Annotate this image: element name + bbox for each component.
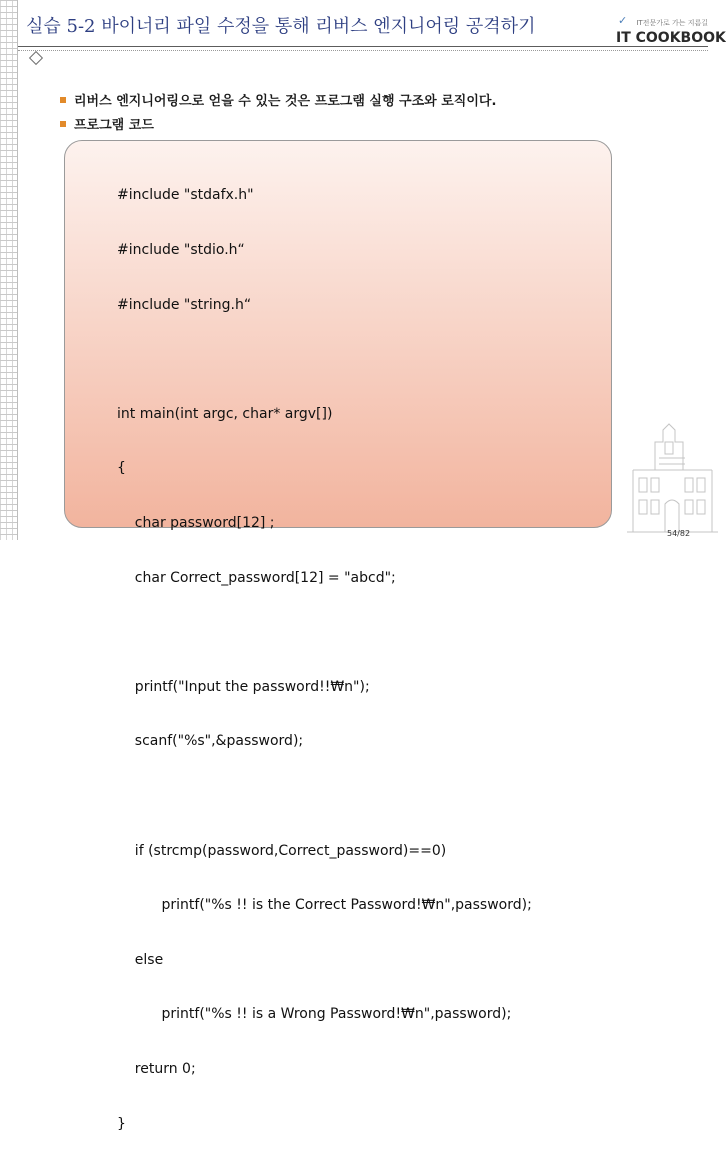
code-line: int main(int argc, char* argv[])	[117, 405, 333, 422]
code-line: #include "stdio.h“	[117, 242, 245, 258]
code-line: return 0;	[117, 1060, 196, 1077]
code-line: printf("Input the password!!₩n");	[117, 678, 370, 695]
bullet-text: 프로그램 코드	[74, 118, 154, 133]
square-bullet-icon	[60, 121, 66, 127]
code-line: {	[117, 460, 126, 477]
title-divider-dotted	[18, 50, 708, 51]
code-block	[117, 150, 532, 1151]
logo-subtitle: IT전문가로 가는 지름길	[636, 19, 708, 27]
code-line: scanf("%s",&password);	[117, 733, 304, 750]
bullet-item	[60, 90, 496, 109]
code-line: char password[12] ;	[117, 514, 275, 531]
slide-title: 실습 5-2 바이너리 파일 수정을 통해 리버스 엔지니어링 공격하기	[26, 16, 536, 37]
left-grid-decoration	[0, 0, 18, 540]
code-line	[117, 350, 532, 368]
bullet-text: 리버스 엔지니어링으로 얻을 수 있는 것은 프로그램 실행 구조와 로직이다.	[74, 94, 497, 109]
code-line	[117, 787, 532, 805]
bullet-item	[60, 114, 154, 133]
page-number: 54/82	[667, 529, 691, 538]
building-watermark	[625, 420, 720, 532]
code-line: }	[117, 1115, 126, 1132]
logo-main-text: IT COOKBOOK	[616, 30, 726, 46]
code-line: else	[117, 951, 164, 968]
square-bullet-icon	[60, 97, 66, 103]
code-line: char Correct_password[12] = "abcd";	[117, 569, 396, 586]
code-line: if (strcmp(password,Correct_password)==0)	[117, 842, 447, 859]
code-line	[117, 623, 532, 641]
title-divider	[18, 46, 708, 47]
code-line: printf("%s !! is the Correct Password!₩n",password);	[117, 897, 532, 914]
diamond-icon	[29, 51, 43, 65]
checkmark-icon: ✓	[618, 14, 628, 27]
code-line: #include "stdafx.h"	[117, 187, 254, 204]
code-line: #include "string.h“	[117, 296, 252, 313]
code-line: printf("%s !! is a Wrong Password!₩n",password);	[117, 1006, 512, 1023]
